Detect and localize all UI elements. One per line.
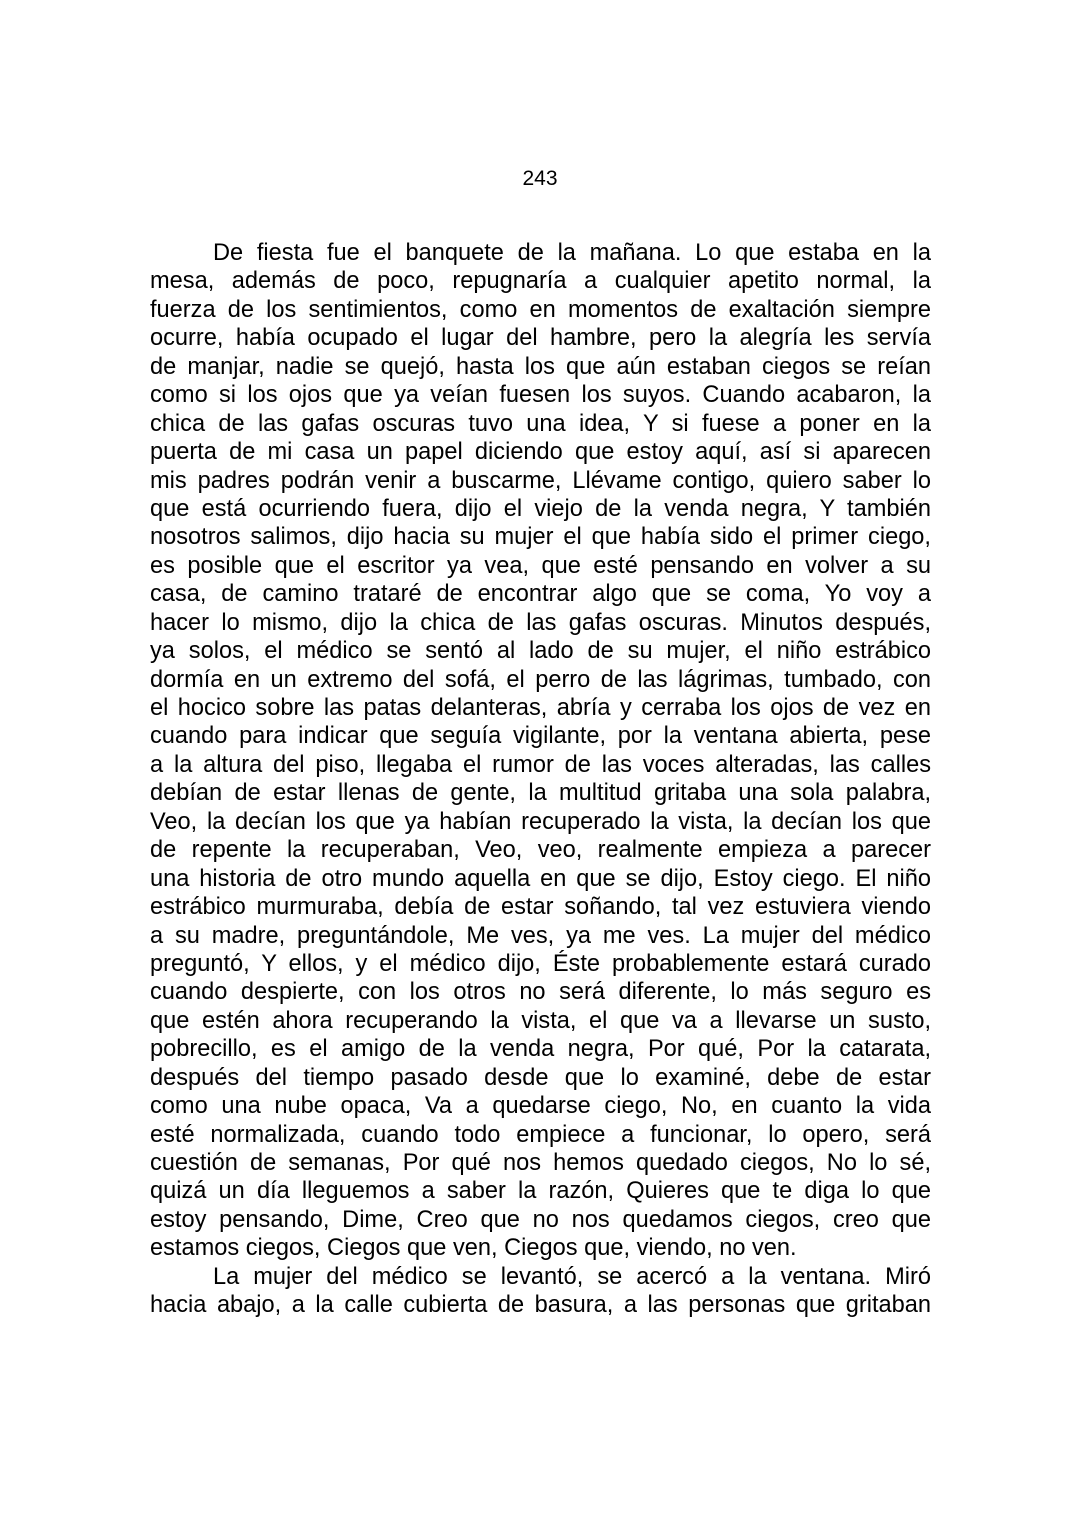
- body-text: [150, 239, 931, 1320]
- text-line: como si los ojos que ya veían fuesen los suyos. Cuando acabaron, la: [150, 382, 931, 409]
- text-line: mis padres podrán venir a buscarme, Llévame contigo, quiero saber lo: [150, 467, 931, 494]
- text-line: mesa, además de poco, repugnaría a cualquier apetito normal, la: [150, 268, 931, 295]
- text-line: a su madre, preguntándole, Me ves, ya me ves. La mujer del médico: [150, 922, 931, 949]
- text-line: De fiesta fue el banquete de la mañana. Lo que estaba en la: [213, 240, 931, 266]
- text-line: esté normalizada, cuando todo empiece a funcionar, lo opero, será: [150, 1121, 931, 1148]
- text-line: nosotros salimos, dijo hacia su mujer el que había sido el primer ciego,: [150, 524, 931, 551]
- text-line: debían de estar llenas de gente, la multitud gritaba una sola palabra,: [150, 780, 931, 807]
- text-line: dormía en un extremo del sofá, el perro de las lágrimas, tumbado, con: [150, 666, 931, 693]
- text-line: hacer lo mismo, dijo la chica de las gafas oscuras. Minutos después,: [150, 609, 931, 636]
- text-line: como una nube opaca, Va a quedarse ciego, No, en cuanto la vida: [150, 1093, 931, 1120]
- text-line: casa, de camino trataré de encontrar algo que se coma, Yo voy a: [150, 581, 931, 608]
- text-line: fuerza de los sentimientos, como en momentos de exaltación siempre: [150, 296, 931, 323]
- text-line: Veo, la decían los que ya habían recuperado la vista, la decían los que: [150, 808, 931, 835]
- text-line: quizá un día lleguemos a saber la razón, Quieres que te diga lo que: [150, 1178, 931, 1205]
- text-line: puerta de mi casa un papel diciendo que estoy aquí, así si aparecen: [150, 439, 931, 466]
- text-line: ya solos, el médico se sentó al lado de su mujer, el niño estrábico: [150, 638, 931, 665]
- paragraph-2: [150, 1263, 931, 1320]
- text-line: ocurre, había ocupado el lugar del hambre, pero la alegría les servía: [150, 325, 931, 352]
- text-line: es posible que el escritor ya vea, que esté pensando en volver a su: [150, 552, 931, 579]
- text-line: una historia de otro mundo aquella en que se dijo, Estoy ciego. El niño: [150, 865, 931, 892]
- text-line: que estén ahora recuperando la vista, el que va a llevarse un susto,: [150, 1007, 931, 1034]
- text-line: hacia abajo, a la calle cubierta de basura, a las personas que gritaban: [150, 1292, 931, 1319]
- text-line: que está ocurriendo fuera, dijo el viejo de la venda negra, Y también: [150, 495, 931, 522]
- text-line: el hocico sobre las patas delanteras, abría y cerraba los ojos de vez en: [150, 695, 931, 721]
- text-line: a la altura del piso, llegaba el rumor de las voces alteradas, las calles: [150, 751, 931, 778]
- text-line: cuando para indicar que seguía vigilante, por la ventana abierta, pese: [150, 723, 931, 750]
- text-line: después del tiempo pasado desde que lo examiné, debe de estar: [150, 1064, 931, 1091]
- text-line: estamos ciegos, Ciegos que ven, Ciegos que, viendo, no ven.: [150, 1235, 797, 1262]
- text-line: de repente la recuperaban, Veo, veo, realmente empieza a parecer: [150, 837, 931, 864]
- text-line: cuestión de semanas, Por qué nos hemos quedado ciegos, No lo sé,: [150, 1150, 931, 1176]
- text-line: La mujer del médico se levantó, se acercó a la ventana. Miró: [213, 1263, 931, 1290]
- text-line: estoy pensando, Dime, Creo que no nos quedamos ciegos, creo que: [150, 1206, 931, 1233]
- text-line: cuando despierte, con los otros no será diferente, lo más seguro es: [150, 979, 931, 1006]
- page-number: 243: [522, 167, 558, 190]
- text-line: preguntó, Y ellos, y el médico dijo, Éste probablemente estará curado: [150, 950, 931, 977]
- text-line: de manjar, nadie se quejó, hasta los que aún estaban ciegos se reían: [150, 353, 931, 380]
- text-line: chica de las gafas oscuras tuvo una idea, Y si fuese a poner en la: [150, 410, 931, 437]
- paragraph-1: [150, 239, 931, 1263]
- text-line: estrábico murmuraba, debía de estar soñando, tal vez estuviera viendo: [150, 894, 931, 921]
- text-line: pobrecillo, es el amigo de la venda negra, Por qué, Por la catarata,: [150, 1036, 931, 1063]
